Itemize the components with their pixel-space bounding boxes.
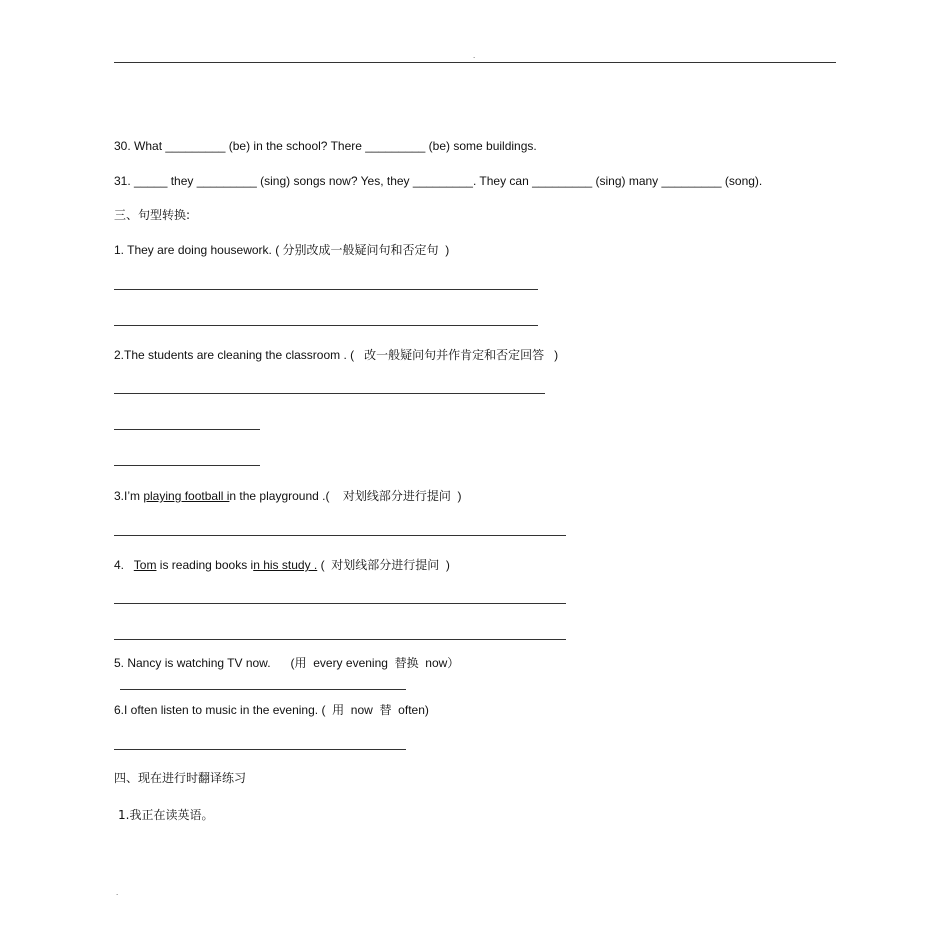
translation-1: 1.我正在读英语。 xyxy=(118,808,214,822)
sentence-3-hint: 对划线部分进行提问 xyxy=(342,489,451,503)
sentence-5-text: 5. Nancy is watching TV now. ( xyxy=(114,656,295,670)
sentence-2-hint: 改一般疑问句并作肯定和否定回答 xyxy=(364,348,545,362)
sentence-5-hint-use: 用 xyxy=(294,656,307,670)
sentence-5 xyxy=(114,656,459,670)
question-31: 31. _____ they _________ (sing) songs now? Yes, they _________. They can _________ (sing) many _________ (song). xyxy=(114,174,763,188)
answer-line-2a[interactable] xyxy=(114,393,545,394)
sentence-4 xyxy=(114,558,450,572)
answer-line-2c[interactable] xyxy=(114,465,260,466)
section-3-title: 三、句型转换: xyxy=(114,208,191,222)
sentence-1-end: ) xyxy=(438,243,450,257)
sentence-3-pre: 3.I’m xyxy=(114,489,144,503)
sentence-3 xyxy=(114,489,462,503)
sentence-4-post: ( xyxy=(317,558,332,572)
sentence-3-post: n the playground .( xyxy=(229,489,343,503)
sentence-1-hint: 分别改成一般疑问句和否定句 xyxy=(282,243,439,257)
sentence-4-underlined-place: n his study . xyxy=(253,558,318,572)
answer-line-6[interactable] xyxy=(114,749,406,750)
sentence-6-text: 6.I often listen to music in the evening. ( xyxy=(114,703,333,717)
answer-line-3[interactable] xyxy=(114,535,566,536)
section-4-title: 四、现在进行时翻译练习 xyxy=(114,771,247,785)
answer-line-5[interactable] xyxy=(120,689,406,690)
sentence-1 xyxy=(114,243,449,257)
sentence-4-underlined-subject: Tom xyxy=(133,558,157,572)
footer-dot: . xyxy=(116,888,119,897)
sentence-3-underlined: playing football i xyxy=(143,489,230,503)
answer-line-2b[interactable] xyxy=(114,429,260,430)
sentence-5-hint-replace: 替换 xyxy=(394,656,419,670)
header-rule xyxy=(114,62,836,63)
question-30: 30. What _________ (be) in the school? There _________ (be) some buildings. xyxy=(114,139,537,153)
sentence-2 xyxy=(114,348,558,362)
sentence-2-text: 2.The students are cleaning the classroom . ( xyxy=(114,348,365,362)
sentence-2-end: ) xyxy=(544,348,559,362)
sentence-5-end: now） xyxy=(418,656,460,670)
sentence-6-end: often) xyxy=(391,703,429,717)
sentence-3-end: ) xyxy=(450,489,462,503)
sentence-6-mid: now xyxy=(344,703,380,717)
answer-line-4a[interactable] xyxy=(114,603,566,604)
header-dot: . xyxy=(473,51,476,60)
sentence-5-mid: every evening xyxy=(306,656,395,670)
sentence-6-hint-use: 用 xyxy=(332,703,345,717)
sentence-4-hint: 对划线部分进行提问 xyxy=(331,558,440,572)
sentence-6 xyxy=(114,703,429,717)
answer-line-1a[interactable] xyxy=(114,289,538,290)
sentence-4-end: ) xyxy=(439,558,450,572)
answer-line-4b[interactable] xyxy=(114,639,566,640)
sentence-4-mid: is reading books i xyxy=(156,558,254,572)
sentence-6-hint-replace: 替 xyxy=(379,703,392,717)
sentence-4-pre: 4. xyxy=(114,558,134,572)
sentence-1-text: 1. They are doing housework. ( xyxy=(114,243,283,257)
answer-line-1b[interactable] xyxy=(114,325,538,326)
